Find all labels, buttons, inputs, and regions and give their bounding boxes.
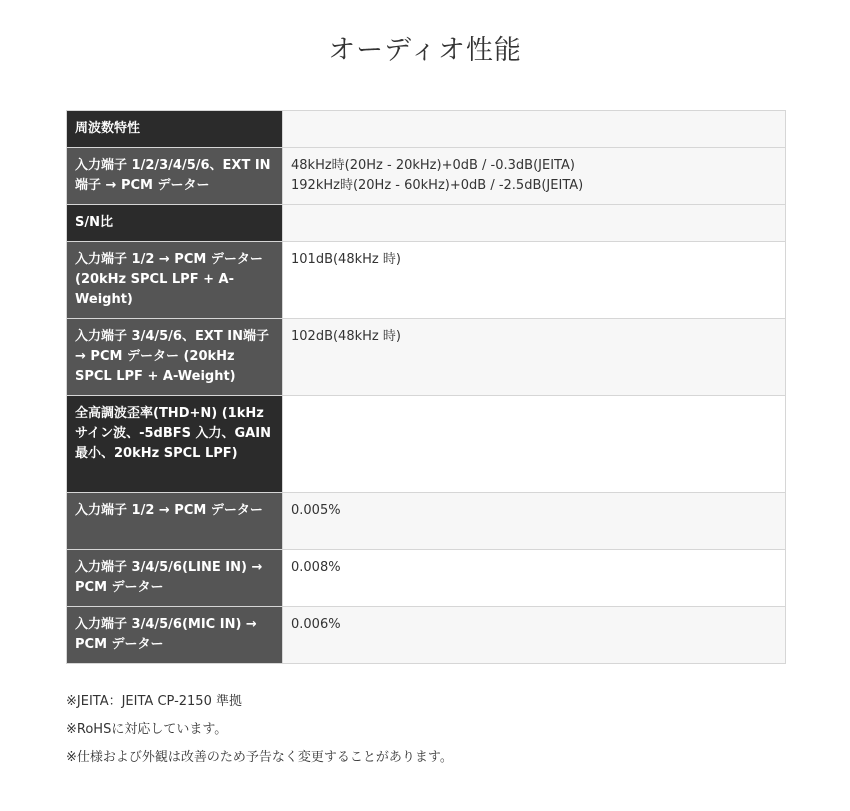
- table-row: [67, 396, 786, 493]
- footnote: ※仕様および外観は改善のため予告なく変更することがあります。: [66, 750, 453, 765]
- footnotes: [66, 688, 453, 772]
- table-row: [67, 148, 786, 205]
- value-line: 101dB(48kHz 時): [291, 252, 401, 267]
- row-header: 入力端子 1/2/3/4/5/6、EXT IN端子 → PCM データー: [67, 148, 283, 205]
- row-header: S/N比: [67, 205, 283, 242]
- row-value: [283, 550, 786, 607]
- value-line: 0.005%: [291, 503, 341, 518]
- value-line: 192kHz時(20Hz - 60kHz)+0dB / -2.5dB(JEITA): [291, 178, 584, 193]
- table-row: [67, 242, 786, 319]
- table-row: [67, 493, 786, 550]
- row-header: 入力端子 3/4/5/6(LINE IN) → PCM データー: [67, 550, 283, 607]
- row-header: 入力端子 3/4/5/6(MIC IN) → PCM データー: [67, 607, 283, 664]
- row-header: 周波数特性: [67, 111, 283, 148]
- row-header: 入力端子 1/2 → PCM データー (20kHz SPCL LPF + A-Weight): [67, 242, 283, 319]
- value-line: 102dB(48kHz 時): [291, 329, 401, 344]
- row-header: 入力端子 3/4/5/6、EXT IN端子 → PCM データー (20kHz SPCL LPF + A-Weight): [67, 319, 283, 396]
- row-value: [283, 242, 786, 319]
- table-row: [67, 319, 786, 396]
- footnote: ※JEITA：JEITA CP-2150 準拠: [66, 694, 242, 709]
- value-line: 0.008%: [291, 560, 341, 575]
- value-line: 48kHz時(20Hz - 20kHz)+0dB / -0.3dB(JEITA): [291, 158, 575, 173]
- value-line: 0.006%: [291, 617, 341, 632]
- row-value: [283, 205, 786, 242]
- table-row: [67, 607, 786, 664]
- row-value: [283, 493, 786, 550]
- footnote: ※RoHSに対応しています。: [66, 722, 228, 737]
- table-row: [67, 111, 786, 148]
- row-header: 全高調波歪率(THD+N) (1kHz サイン波、-5dBFS 入力、GAIN最小、20kHz SPCL LPF): [67, 396, 283, 493]
- page-title: オーディオ性能: [328, 35, 522, 66]
- table-row: [67, 205, 786, 242]
- spec-table: [66, 110, 786, 664]
- row-value: [283, 607, 786, 664]
- row-value: [283, 319, 786, 396]
- row-value: [283, 148, 786, 205]
- row-header: 入力端子 1/2 → PCM データー: [67, 493, 283, 550]
- row-value: [283, 396, 786, 493]
- table-row: [67, 550, 786, 607]
- row-value: [283, 111, 786, 148]
